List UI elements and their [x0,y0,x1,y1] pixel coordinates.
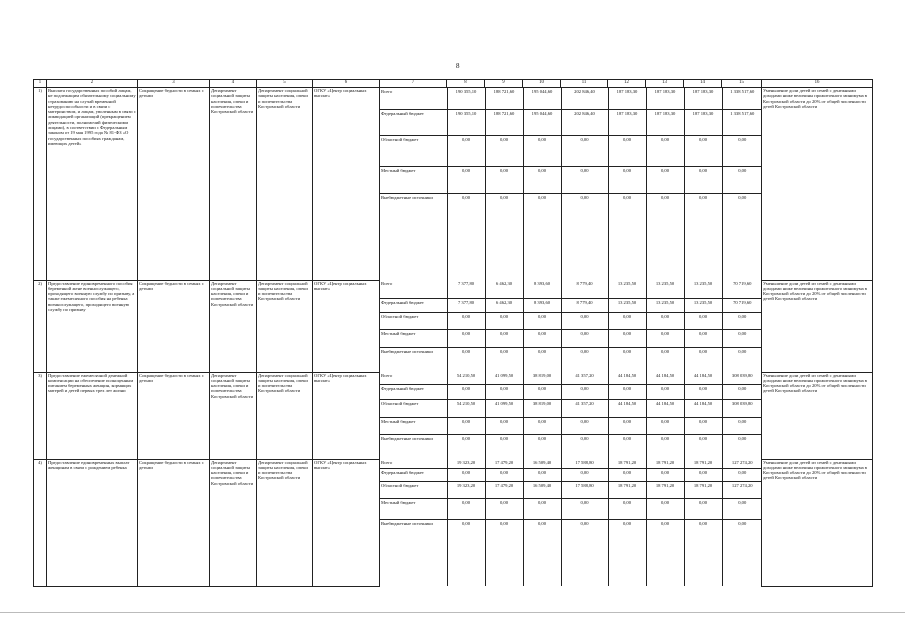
funding-value: 13 235,50 [646,280,684,298]
header-cell: 7 [380,80,447,88]
funding-value: 0,00 [485,468,523,481]
funding-source-name: Федеральный бюджет [380,109,447,135]
funding-value: 54 210,50 [447,372,485,384]
funding-source-row [380,481,762,498]
funding-value: 0,00 [485,166,523,193]
funding-value: 0,00 [561,519,608,586]
funding-value: 0,00 [523,329,561,347]
funding-source-name: Всего [380,88,447,109]
funding-value: 0,00 [684,193,722,280]
funding-value: 0,00 [485,498,523,519]
funding-value: 17 479,20 [485,481,523,498]
bottom-rule [0,612,905,613]
funding-breakdown [380,280,762,372]
funding-source-name: Местный бюджет [380,498,447,519]
funding-value: 13 235,50 [608,298,646,312]
funding-value: 44 184,50 [608,399,646,417]
funding-value: 6 462,30 [485,298,523,312]
funding-value: 41 357,20 [561,399,608,417]
header-row [34,80,873,88]
funding-value: 0,00 [523,166,561,193]
funding-value: 0,00 [523,417,561,434]
funding-value: 0,00 [608,498,646,519]
funding-value: 0,00 [608,417,646,434]
funding-value: 18 791,20 [608,459,646,468]
funding-source-name: Областной бюджет [380,481,447,498]
funding-value: 0,00 [561,166,608,193]
funding-source-row [380,459,762,468]
funding-value: 38 819,00 [523,372,561,384]
funding-value: 38 819,00 [523,399,561,417]
funding-value: 0,00 [646,135,684,166]
funding-value: 0,00 [485,434,523,459]
funding-value: 0,00 [523,135,561,166]
funding-source-name: Областной бюджет [380,399,447,417]
funding-value: 18 791,20 [684,459,722,468]
funding-value: 0,00 [722,417,762,434]
funding-value: 8 393,60 [523,298,561,312]
funding-value: 44 184,50 [684,372,722,384]
header-cell: 11 [561,80,608,88]
header-cell: 16 [762,80,873,88]
measure-name: Предоставление единовременных выплат женщинам в связи с рождением ребенка [47,459,138,586]
funding-value: 0,00 [523,519,561,586]
funding-value: 0,00 [523,498,561,519]
funding-value: 8 393,60 [523,280,561,298]
funding-value: 0,00 [523,347,561,372]
coexecutor-cell: Департамент социальной защиты населения, опеки и попечительства Костромской области [257,459,313,586]
funding-value: 19 323,20 [447,459,485,468]
funding-value: 0,00 [447,498,485,519]
funding-value: 0,00 [561,193,608,280]
funding-value: 0,00 [608,166,646,193]
expected-result: Уменьшение доли детей из семей с денежными доходами ниже величины прожиточного минимума в Костромской области до 20% от общей численности детей Костромской области [762,459,873,586]
funding-value: 0,00 [485,329,523,347]
funding-value: 18 791,20 [646,459,684,468]
funding-source-name: Федеральный бюджет [380,468,447,481]
funding-value: 17 588,80 [561,481,608,498]
funding-value: 70 719,60 [722,280,762,298]
funding-value: 188 721,60 [485,109,523,135]
row-number: 1) [34,88,47,281]
funding-value: 0,00 [523,384,561,399]
funding-value: 0,00 [608,347,646,372]
funding-value: 17 479,20 [485,459,523,468]
funding-value: 0,00 [447,384,485,399]
funding-value: 18 791,20 [646,481,684,498]
goal-cell: Сокращение бедности в семьях с детьми [138,280,210,372]
funding-value: 0,00 [738,194,747,200]
funding-value: 13 235,50 [684,280,722,298]
funding-value: 0,00 [608,519,646,586]
row-number: 4) [34,459,47,586]
funding-value: 44 184,50 [684,399,722,417]
funding-source-name: Внебюджетные источники [380,519,447,586]
participant-cell: ОГКУ «Центр социальных выплат» [313,459,380,586]
header-cell: 15 [722,80,762,88]
funding-value: 308 039,80 [722,399,762,417]
funding-value: 16 509,40 [523,481,561,498]
funding-value: 0,00 [447,193,485,280]
funding-source-row [380,519,762,586]
funding-value: 0,00 [684,498,722,519]
funding-value: 70 719,60 [722,298,762,312]
funding-value: 0,00 [608,312,646,329]
funding-value: 187 183,30 [646,88,684,109]
executor-cell: Департамент социальной защиты населения, опеки и попечительства Костромской области [210,372,257,459]
funding-value: 1 338 517,60 [722,109,762,135]
funding-value: 187 183,30 [608,109,646,135]
funding-value: 0,00 [608,329,646,347]
funding-value: 0,00 [561,384,608,399]
funding-source-row [380,417,762,434]
row-number: 3) [34,372,47,459]
header-cell: 6 [313,80,380,88]
header-cell: 5 [257,80,313,88]
funding-value: 0,00 [608,135,646,166]
funding-source-name: Местный бюджет [380,166,447,193]
funding-value: 18 791,20 [684,481,722,498]
coexecutor-cell: Департамент социальной защиты населения, опеки и попечительства Костромской области [257,372,313,459]
funding-value: 202 846,40 [561,88,608,109]
funding-value: 0,00 [684,166,722,193]
funding-value: 0,00 [485,519,523,586]
participant-cell: ОГКУ «Центр социальных выплат» [313,372,380,459]
funding-value: 44 184,50 [608,372,646,384]
funding-value: 0,00 [561,468,608,481]
funding-value: 0,00 [608,384,646,399]
goal-cell: Сокращение бедности в семьях с детьми [138,459,210,586]
funding-source-name: Внебюджетные источники [380,193,447,280]
funding-value: 0,00 [646,434,684,459]
executor-cell: Департамент социальной защиты населения, опеки и попечительства Костромской области [210,88,257,281]
funding-value: 0,00 [646,498,684,519]
funding-value: 0,00 [646,166,684,193]
funding-source-row [380,193,762,280]
funding-value: 6 462,30 [485,280,523,298]
funding-value: 308 039,80 [722,372,762,384]
funding-value: 0,00 [485,135,523,166]
funding-value: 13 235,50 [608,280,646,298]
funding-breakdown [380,459,762,586]
coexecutor-cell: Департамент социальной защиты населения, опеки и попечительства Костромской области [257,280,313,372]
funding-value: 0,00 [646,312,684,329]
header-cell: 8 [447,80,485,88]
funding-value: 187 183,30 [608,88,646,109]
funding-value: 190 355,10 [447,88,485,109]
funding-value: 0,00 [447,135,485,166]
funding-value: 0,00 [684,347,722,372]
funding-value: 1 338 517,60 [722,88,762,109]
funding-value: 0,00 [447,347,485,372]
funding-value: 7 377,80 [447,298,485,312]
funding-value: 0,00 [561,312,608,329]
table-row [34,372,873,459]
funding-value: 0,00 [485,312,523,329]
funding-value: 0,00 [722,312,762,329]
funding-source-name: Всего [380,372,447,384]
funding-source-name: Федеральный бюджет [380,298,447,312]
funding-value: 127 274,20 [722,481,762,498]
funding-value: 0,00 [608,468,646,481]
funding-value: 0,00 [738,348,747,354]
funding-value: 0,00 [684,468,722,481]
funding-source-row [380,372,762,384]
funding-source-row [380,468,762,481]
participant-cell: ОГКУ «Центр социальных выплат» [313,88,380,281]
funding-value: 54 210,50 [447,399,485,417]
funding-value: 127 274,20 [722,459,762,468]
funding-value: 202 846,40 [561,109,608,135]
funding-value: 8 779,40 [561,298,608,312]
measure-name: Предоставление единовременного пособия беременной жене военнослужащего, проходящего военную службу по призыву, а также ежемесячного пособия на ребенка военнослужащего, проходящего военную службу по призыву [47,280,138,372]
funding-value: 0,00 [523,434,561,459]
funding-value: 41 357,20 [561,372,608,384]
goal-cell: Сокращение бедности в семьях с детьми [138,88,210,281]
funding-source-row [380,298,762,312]
funding-source-row [380,88,762,109]
funding-breakdown [380,372,762,459]
funding-value: 13 235,50 [646,298,684,312]
funding-value: 0,00 [646,468,684,481]
participant-cell: ОГКУ «Центр социальных выплат» [313,280,380,372]
funding-breakdown [380,88,762,281]
funding-value: 0,00 [722,166,762,193]
funding-value: 16 509,40 [523,459,561,468]
funding-value: 0,00 [684,384,722,399]
funding-value: 0,00 [646,347,684,372]
funding-value: 0,00 [485,417,523,434]
funding-source-name: Областной бюджет [380,135,447,166]
funding-value: 0,00 [684,417,722,434]
funding-value: 0,00 [561,329,608,347]
funding-source-row [380,109,762,135]
funding-value: 0,00 [523,468,561,481]
expected-result: Уменьшение доли детей из семей с денежными доходами ниже величины прожиточного минимума в Костромской области до 20% от общей численности детей Костромской области [762,280,873,372]
funding-value: 0,00 [561,434,608,459]
funding-value: 195 044,60 [523,109,561,135]
expected-result: Уменьшение доли детей из семей с денежными доходами ниже величины прожиточного минимума в Костромской области до 20% от общей численности детей Костромской области [762,88,873,281]
table-row [34,88,873,281]
funding-value: 0,00 [684,312,722,329]
funding-value: 0,00 [722,468,762,481]
funding-value: 187 183,30 [646,109,684,135]
funding-source-row [380,135,762,166]
header-cell: 13 [646,80,684,88]
header-cell: 4 [210,80,257,88]
funding-value: 0,00 [722,384,762,399]
header-cell: 1 [34,80,47,88]
header-cell: 12 [608,80,646,88]
funding-source-row [380,329,762,347]
funding-value: 0,00 [447,329,485,347]
funding-source-row [380,312,762,329]
executor-cell: Департамент социальной защиты населения, опеки и попечительства Костромской области [210,459,257,586]
funding-value: 0,00 [738,520,747,526]
header-cell: 9 [485,80,523,88]
funding-value: 0,00 [684,434,722,459]
funding-value: 0,00 [447,312,485,329]
funding-value: 190 355,10 [447,109,485,135]
funding-value: 0,00 [485,193,523,280]
funding-source-row [380,166,762,193]
executor-cell: Департамент социальной защиты населения, опеки и попечительства Костромской области [210,280,257,372]
funding-value: 17 588,80 [561,459,608,468]
funding-source-row [380,498,762,519]
funding-value: 18 791,20 [608,481,646,498]
funding-value: 0,00 [485,384,523,399]
funding-value: 0,00 [646,384,684,399]
funding-value: 0,00 [738,435,747,441]
funding-value: 13 235,50 [684,298,722,312]
measure-name: Предоставление ежемесячной денежной компенсации на обеспечение полноценным питанием беременных женщин, кормящих матерей и детей первых трех лет жизни [47,372,138,459]
funding-value: 0,00 [646,417,684,434]
funding-value: 0,00 [447,519,485,586]
funding-source-row [380,399,762,417]
funding-value: 0,00 [523,193,561,280]
funding-value: 0,00 [684,135,722,166]
funding-value: 7 377,80 [447,280,485,298]
funding-value: 0,00 [684,329,722,347]
funding-source-row [380,434,762,459]
funding-source-name: Внебюджетные источники [380,434,447,459]
funding-value: 0,00 [722,135,762,166]
table-row [34,459,873,586]
funding-value: 195 044,60 [523,88,561,109]
funding-value: 0,00 [722,329,762,347]
funding-value: 0,00 [561,417,608,434]
funding-value: 0,00 [608,193,646,280]
funding-value: 187 183,30 [684,88,722,109]
funding-value: 0,00 [523,312,561,329]
funding-value: 41 099,50 [485,399,523,417]
funding-value: 0,00 [684,519,722,586]
funding-value: 0,00 [561,347,608,372]
funding-value: 0,00 [447,166,485,193]
header-cell: 14 [684,80,722,88]
funding-value: 0,00 [722,498,762,519]
row-number: 2) [34,280,47,372]
funding-source-row [380,280,762,298]
funding-value: 0,00 [561,498,608,519]
funding-source-name: Всего [380,459,447,468]
header-cell: 3 [138,80,210,88]
funding-source-name: Федеральный бюджет [380,384,447,399]
coexecutor-cell: Департамент социальной защиты населения, опеки и попечительства Костромской области [257,88,313,281]
funding-source-name: Областной бюджет [380,312,447,329]
funding-value: 0,00 [646,329,684,347]
funding-value: 0,00 [646,193,684,280]
funding-value: 0,00 [447,468,485,481]
funding-source-name: Местный бюджет [380,329,447,347]
measure-name: Выплата государственных пособий лицам, не подлежащим обязательному социальному страхованию на случай временной нетрудоспособности и в связи с материнством, и лицам, уволенным в связи с ликвидацией организаций (прекращением деятельности, полномочий физическими лицами), в соответствии с Федеральным законом от 19 мая 1995 года № 81-ФЗ «О государственных пособиях гражданам, имеющих детей» [47,88,138,281]
header-cell: 10 [523,80,561,88]
header-cell: 2 [47,80,138,88]
funding-value: 0,00 [561,135,608,166]
funding-value: 44 184,50 [646,372,684,384]
funding-source-name: Внебюджетные источники [380,347,447,372]
table-row [34,280,873,372]
funding-value: 0,00 [646,519,684,586]
funding-value: 0,00 [447,434,485,459]
page-number: 8 [456,62,460,70]
expected-result: Уменьшение доли детей из семей с денежными доходами ниже величины прожиточного минимума в Костромской области до 20% от общей численности детей Костромской области [762,372,873,459]
funding-value: 19 323,20 [447,481,485,498]
funding-source-name: Местный бюджет [380,417,447,434]
funding-value: 0,00 [485,347,523,372]
funding-value: 188 721,60 [485,88,523,109]
funding-value: 8 779,40 [561,280,608,298]
funding-value: 187 183,30 [684,109,722,135]
funding-source-name: Всего [380,280,447,298]
funding-source-row [380,347,762,372]
funding-value: 0,00 [447,417,485,434]
funding-value: 41 099,50 [485,372,523,384]
budget-table [33,79,873,587]
goal-cell: Сокращение бедности в семьях с детьми [138,372,210,459]
funding-source-row [380,384,762,399]
funding-value: 0,00 [608,434,646,459]
funding-value: 44 184,50 [646,399,684,417]
